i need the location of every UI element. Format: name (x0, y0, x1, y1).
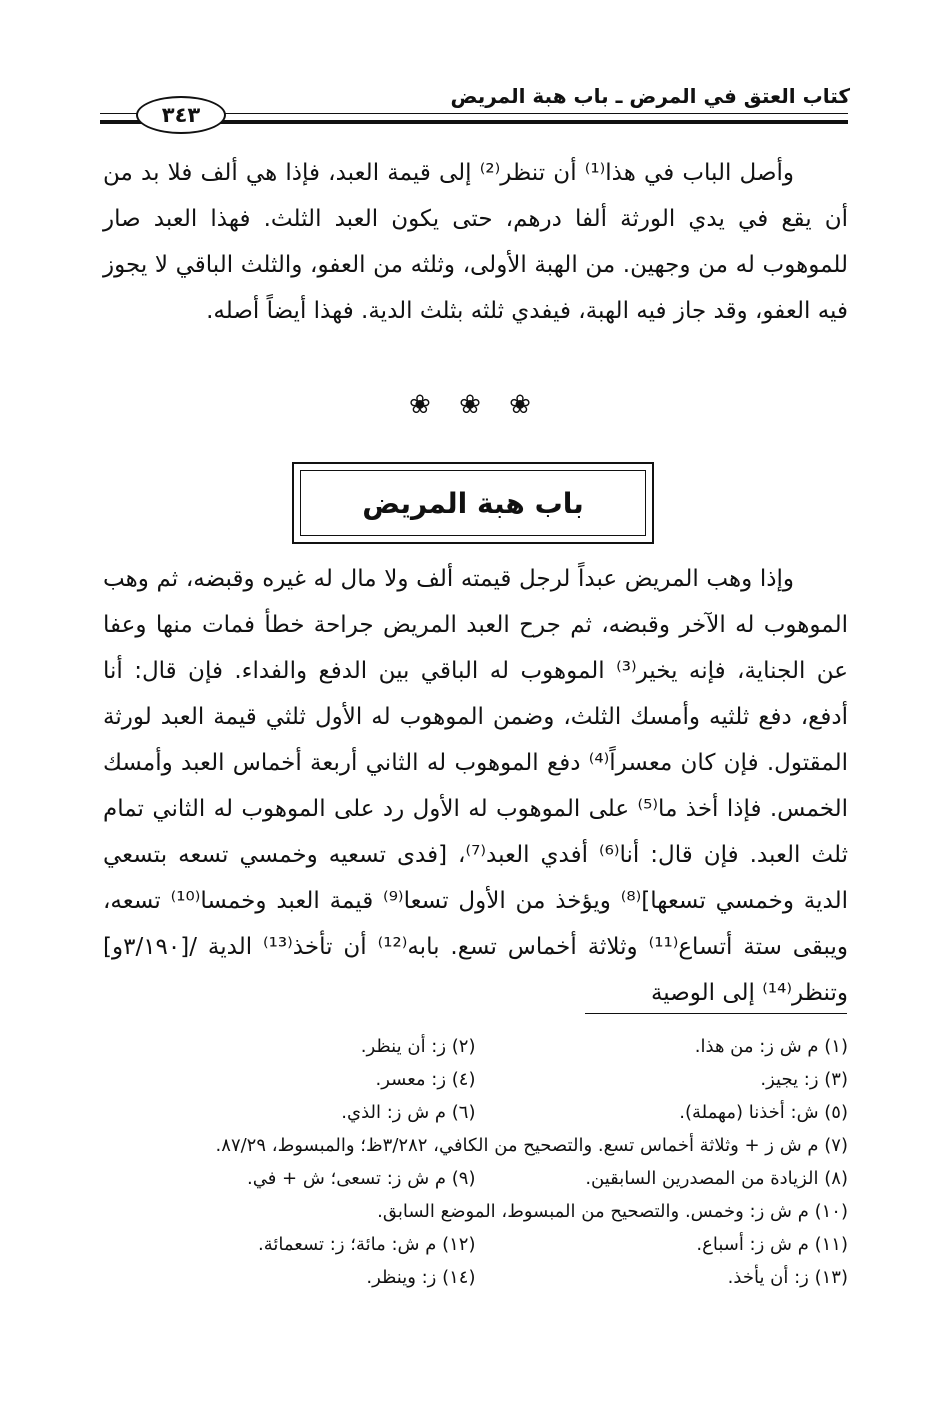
footnote-row (103, 1162, 848, 1195)
text-line: العبد صار للموهوب له من وجهين. من الهبة الأولى، وثلثه من العفو، (103, 206, 849, 278)
text-line: فمات منها وعفا عن الجناية، فإنه يخير⁽³⁾ الموهوب له الباقي بين الدفع (103, 612, 848, 684)
footnote-separator (585, 1013, 847, 1014)
footnote-10: (١٠) م ش ز: وخمس. والتصحيح من المبسوط، الموضع السابق. (377, 1201, 848, 1222)
text-line: والفداء. فإن قال: أنا أدفع، دفع ثلثيه وأمسك الثلث، وضمن الموهوب له (103, 658, 849, 730)
text-line: وإذا وهب المريض عبداً لرجل قيمته ألف ولا مال له غيره وقبضه، (185, 566, 794, 592)
header-rule (100, 96, 848, 136)
footnote-5: (٥) ش: أخذنا (مهملة). (679, 1102, 848, 1123)
footnote-4: (٤) ز: معسر. (375, 1069, 476, 1090)
text-line: الأول ثلثي قيمة العبد لورثة المقتول. فإن كان معسراً⁽⁴⁾ دفع الموهوب له (103, 704, 849, 776)
section-ornament: ❀ ❀ ❀ (409, 390, 541, 420)
text-line: أخماس تسع. بابه⁽¹²⁾ أن تأخذ⁽¹³⁾ الدية /[٣/١٩٠و] وتنظر⁽¹⁴⁾ إلى الوصية (103, 934, 848, 1006)
text-line: بد من أن يقع في يدي الورثة ألفا درهم، حتى يكون العبد الثلث. فهذا (103, 160, 849, 232)
text-line: الثاني أربعة أخماس العبد وأمسك الخمس. فإذا أخذ ما⁽⁵⁾ على الموهوب له (103, 750, 849, 822)
text-line: وأصل الباب في هذا⁽¹⁾ أن تنظر⁽²⁾ إلى قيمة العبد، فإذا هي ألف فلا (167, 160, 794, 186)
text-line: ثم وهب الموهوب له الآخر وقبضه، ثم جرح العبد المريض جراحة خطأ (103, 566, 848, 638)
footnote-row (103, 1195, 848, 1228)
text-line: العبد⁽⁷⁾، [فدى تسعيه وخمسي تسعه بتسعي الدية وخمسي تسعها]⁽⁸⁾ ويؤخذ (103, 842, 849, 914)
page-number: ٣٤٣ (136, 96, 226, 134)
footnote-row (103, 1228, 848, 1261)
running-title: كتاب العتق في المرض ـ باب هبة المريض (450, 84, 850, 108)
footnote-3: (٣) ز: يجيز. (760, 1069, 848, 1090)
footnotes (103, 1030, 848, 1294)
footnote-1: (١) م ش ز: من هذا. (694, 1036, 848, 1057)
footnote-11: (١١) م ش ز: أسباع. (696, 1234, 848, 1255)
paragraph-2 (103, 556, 848, 1016)
footnote-row (103, 1030, 848, 1063)
text-line: والثلث الباقي لا يجوز فيه العفو، وقد جاز فيه الهبة، فيفدي ثلثه بثلث (103, 252, 848, 324)
footnote-row (103, 1063, 848, 1096)
text-line: الأول رد على الموهوب له الثاني تمام ثلث العبد. فإن قال: أنا⁽⁶⁾ أفدي (103, 796, 849, 868)
footnote-2: (٢) ز: أن ينظر. (360, 1036, 476, 1057)
text-line: الدية. فهذا أيضاً أصله. (206, 298, 413, 324)
footnote-13: (١٣) ز: أن يأخذ. (727, 1267, 848, 1288)
section-title-inner-frame (300, 470, 646, 536)
footnote-12: (١٢) م ش: مائة؛ ز: تسعمائة. (258, 1234, 476, 1255)
footnote-6: (٦) م ش ز: الذي. (341, 1102, 476, 1123)
footnote-9: (٩) م ش ز: تسعى؛ ش + في. (246, 1168, 476, 1189)
footnote-14: (١٤) ز: وينظر. (366, 1267, 476, 1288)
section-title-frame (292, 462, 654, 544)
section-title: باب هبة المريض (362, 487, 584, 520)
footnote-7: (٧) م ش ز + وثلاثة أخماس تسع. والتصحيح من الكافي، ٣/٢٨٢ظ؛ والمبسوط، ٨٧/٢٩. (215, 1135, 848, 1156)
text-line: من الأول تسعا⁽⁹⁾ قيمة العبد وخمسا⁽¹⁰⁾ تسعه، ويبقى ستة أتساع⁽¹¹⁾ وثلاثة (103, 888, 849, 960)
footnote-8: (٨) الزيادة من المصدرين السابقين. (585, 1168, 848, 1189)
paragraph-1 (103, 150, 848, 334)
footnote-row (103, 1129, 848, 1162)
footnote-row (103, 1261, 848, 1294)
footnote-row (103, 1096, 848, 1129)
